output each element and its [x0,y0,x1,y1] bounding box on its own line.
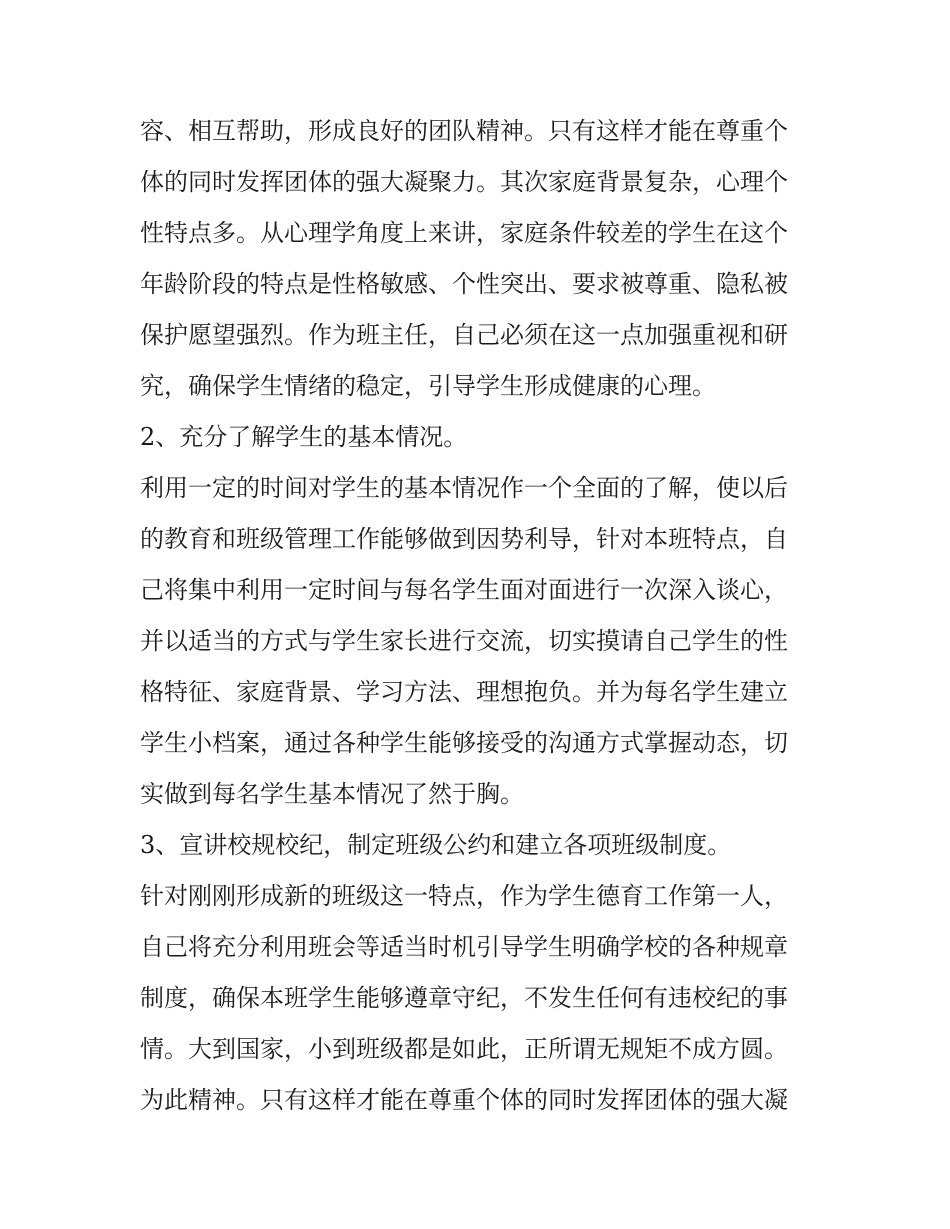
text-line: 性特点多。从心理学角度上来讲，家庭条件较差的学生在这个 [140,219,788,247]
text-line: 利用一定的时间对学生的基本情况作一个全面的了解，使以后 [140,474,788,502]
text-line: 实做到每名学生基本情况了然于胸。 [140,780,524,808]
text-line: 制度，确保本班学生能够遵章守纪，不发生任何有违校纪的事 [140,984,788,1012]
text-line: 自己将充分利用班会等适当时机引导学生明确学校的各种规章 [140,933,788,961]
text-line: 的教育和班级管理工作能够做到因势利导，针对本班特点，自 [140,525,788,553]
text-line: 己将集中利用一定时间与每名学生面对面进行一次深入谈心， [140,576,788,604]
text-line: 格特征、家庭背景、学习方法、理想抱负。并为每名学生建立 [140,678,788,706]
text-line: 为此精神。只有这样才能在尊重个体的同时发挥团体的强大凝 [140,1086,788,1114]
text-line: 容、相互帮助，形成良好的团队精神。只有这样才能在尊重个 [140,117,788,145]
text-line: 学生小档案，通过各种学生能够接受的沟通方式掌握动态，切 [140,729,788,757]
document-page [140,106,812,1126]
section-heading-2: 2、充分了解学生的基本情况。 [140,423,468,451]
text-line: 体的同时发挥团体的强大凝聚力。其次家庭背景复杂，心理个 [140,168,788,196]
section-heading-3: 3、宣讲校规校纪，制定班级公约和建立各项班级制度。 [140,831,732,859]
text-line: 情。大到国家，小到班级都是如此，正所谓无规矩不成方圆。 [140,1035,788,1063]
text-line: 究，确保学生情绪的稳定，引导学生形成健康的心理。 [140,372,716,400]
text-line: 年龄阶段的特点是性格敏感、个性突出、要求被尊重、隐私被 [140,270,788,298]
text-line: 并以适当的方式与学生家长进行交流，切实摸请自己学生的性 [140,627,788,655]
text-line: 保护愿望强烈。作为班主任，自己必须在这一点加强重视和研 [140,321,788,349]
text-line: 针对刚刚形成新的班级这一特点，作为学生德育工作第一人， [140,882,788,910]
